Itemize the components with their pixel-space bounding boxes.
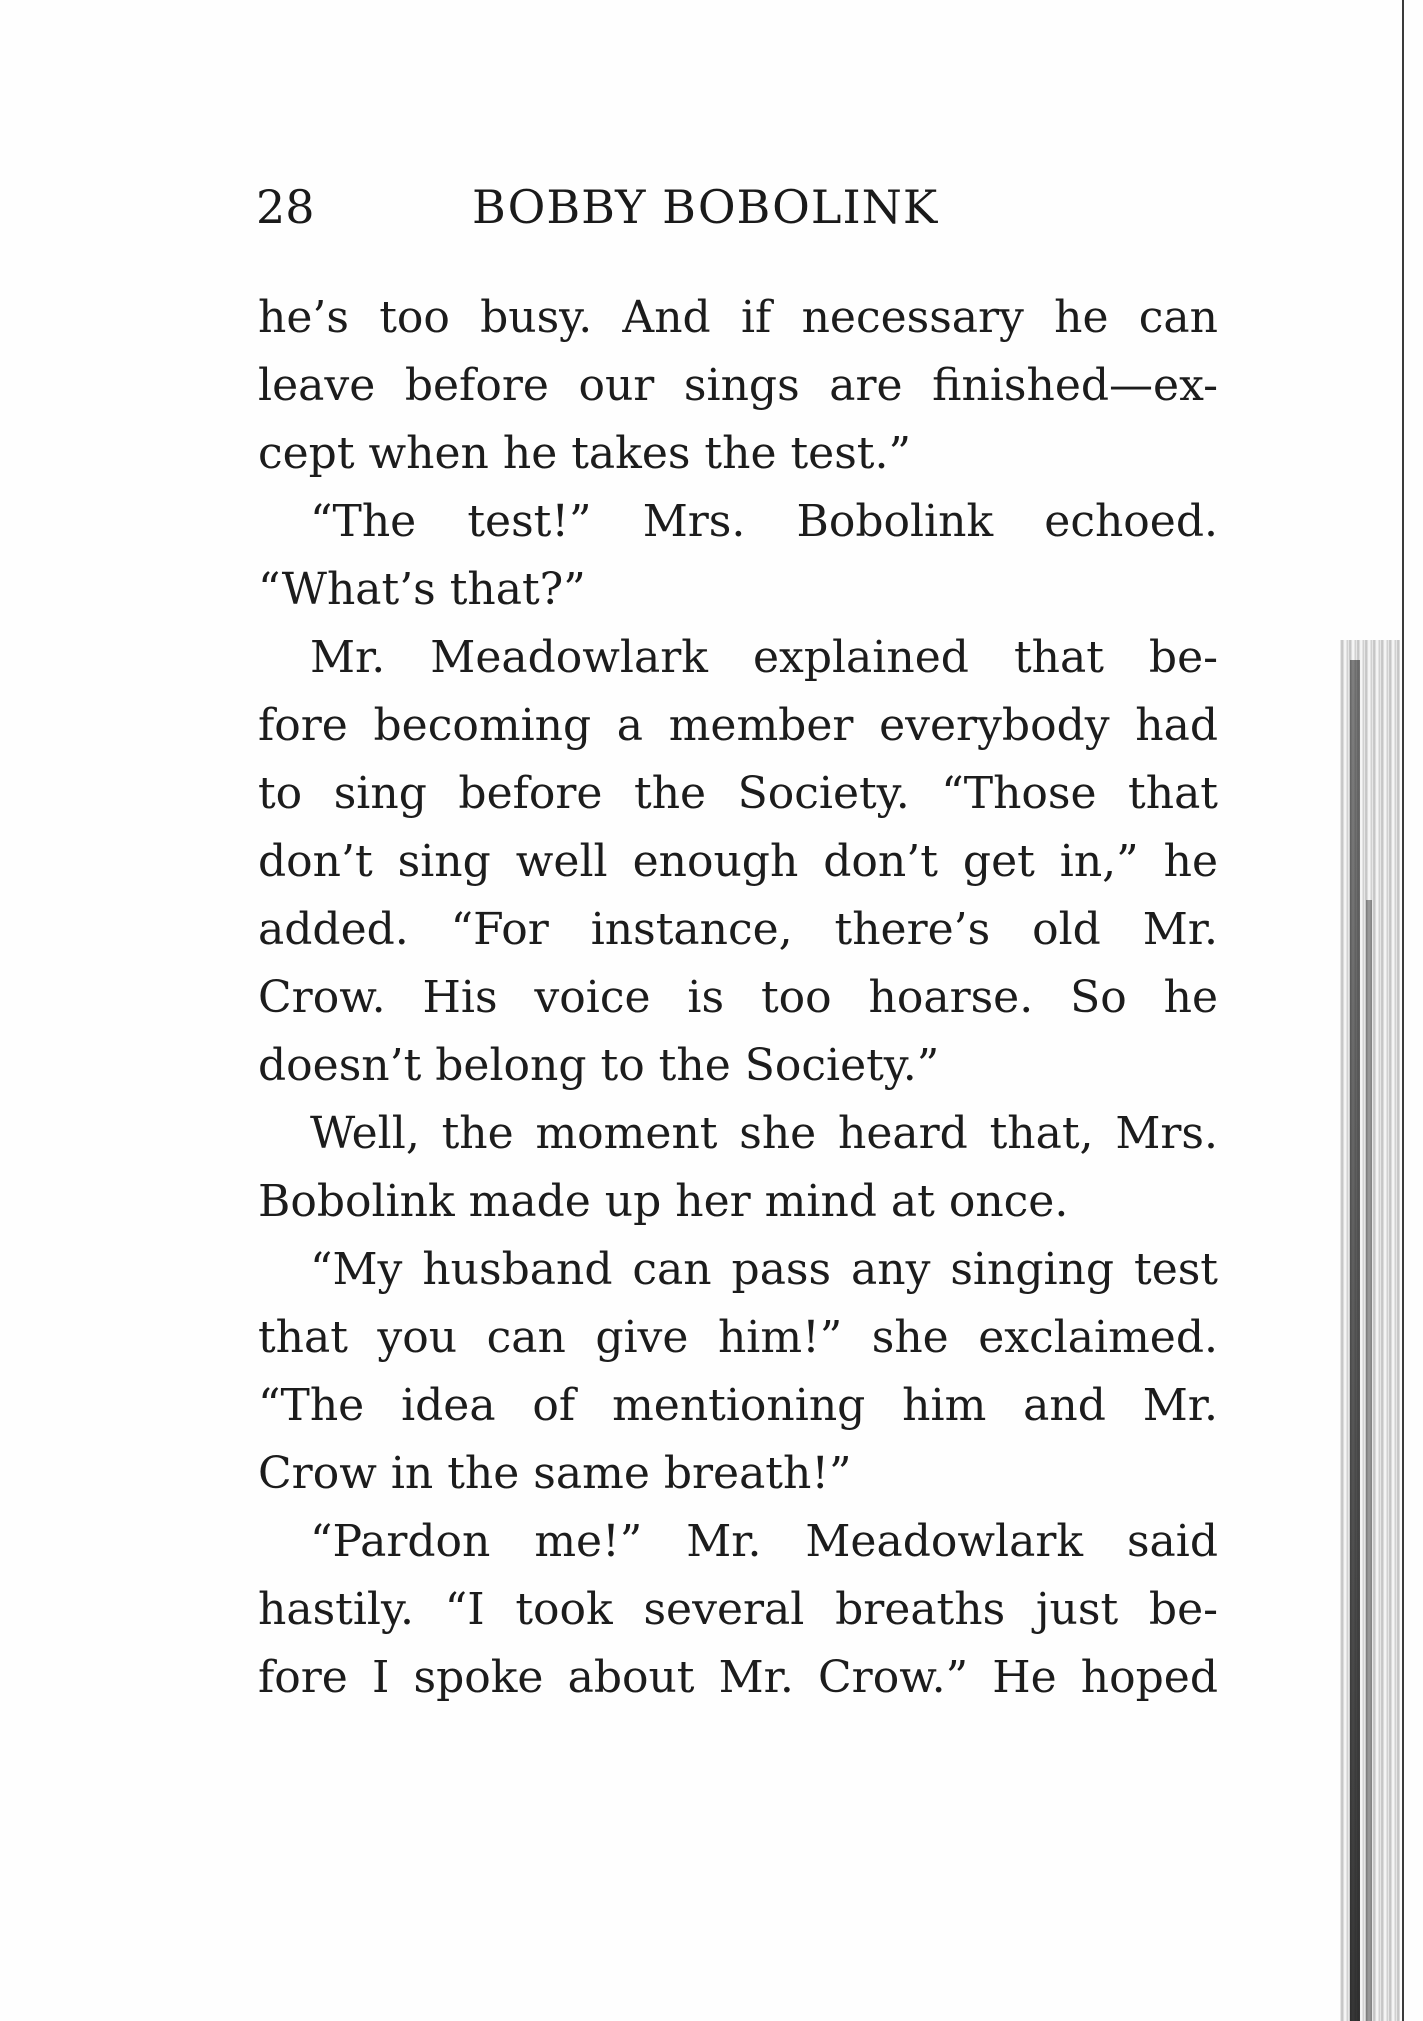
page-edge-line bbox=[1402, 0, 1404, 2021]
text-line: leave before our sings are finished—ex- bbox=[258, 360, 1218, 411]
running-title: BOBBY BOBOLINK bbox=[472, 180, 939, 234]
text-line: “The test!” Mrs. Bobolink echoed. bbox=[310, 496, 1218, 547]
page-binding-edge-inner bbox=[1366, 900, 1372, 2021]
text-line: don’t sing well enough don’t get in,” he bbox=[258, 836, 1218, 887]
text-line: Bobolink made up her mind at once. bbox=[258, 1176, 1069, 1227]
text-line: hastily. “I took several breaths just be- bbox=[258, 1584, 1218, 1635]
text-line: fore becoming a member everybody had bbox=[258, 700, 1218, 751]
page-binding-edge bbox=[1350, 660, 1360, 2021]
text-line: Well, the moment she heard that, Mrs. bbox=[310, 1108, 1218, 1159]
text-line: he’s too busy. And if necessary he can bbox=[258, 292, 1218, 343]
text-line: “The idea of mentioning him and Mr. bbox=[258, 1380, 1218, 1431]
text-line: cept when he takes the test.” bbox=[258, 428, 911, 479]
text-line: added. “For instance, there’s old Mr. bbox=[258, 904, 1218, 955]
text-line: “What’s that?” bbox=[258, 564, 586, 615]
text-line: “My husband can pass any singing test bbox=[310, 1244, 1218, 1295]
text-line: “Pardon me!” Mr. Meadowlark said bbox=[310, 1516, 1218, 1567]
body-text bbox=[258, 284, 1218, 1712]
text-line: Crow in the same breath!” bbox=[258, 1448, 852, 1499]
text-line: fore I spoke about Mr. Crow.” He hoped bbox=[258, 1652, 1218, 1703]
text-line: Mr. Meadowlark explained that be- bbox=[310, 632, 1218, 683]
text-line: that you can give him!” she exclaimed. bbox=[258, 1312, 1218, 1363]
page-number: 28 bbox=[256, 180, 315, 234]
text-line: doesn’t belong to the Society.” bbox=[258, 1040, 940, 1091]
text-line: Crow. His voice is too hoarse. So he bbox=[258, 972, 1218, 1023]
text-line: to sing before the Society. “Those that bbox=[258, 768, 1218, 819]
page-header bbox=[256, 180, 1216, 240]
